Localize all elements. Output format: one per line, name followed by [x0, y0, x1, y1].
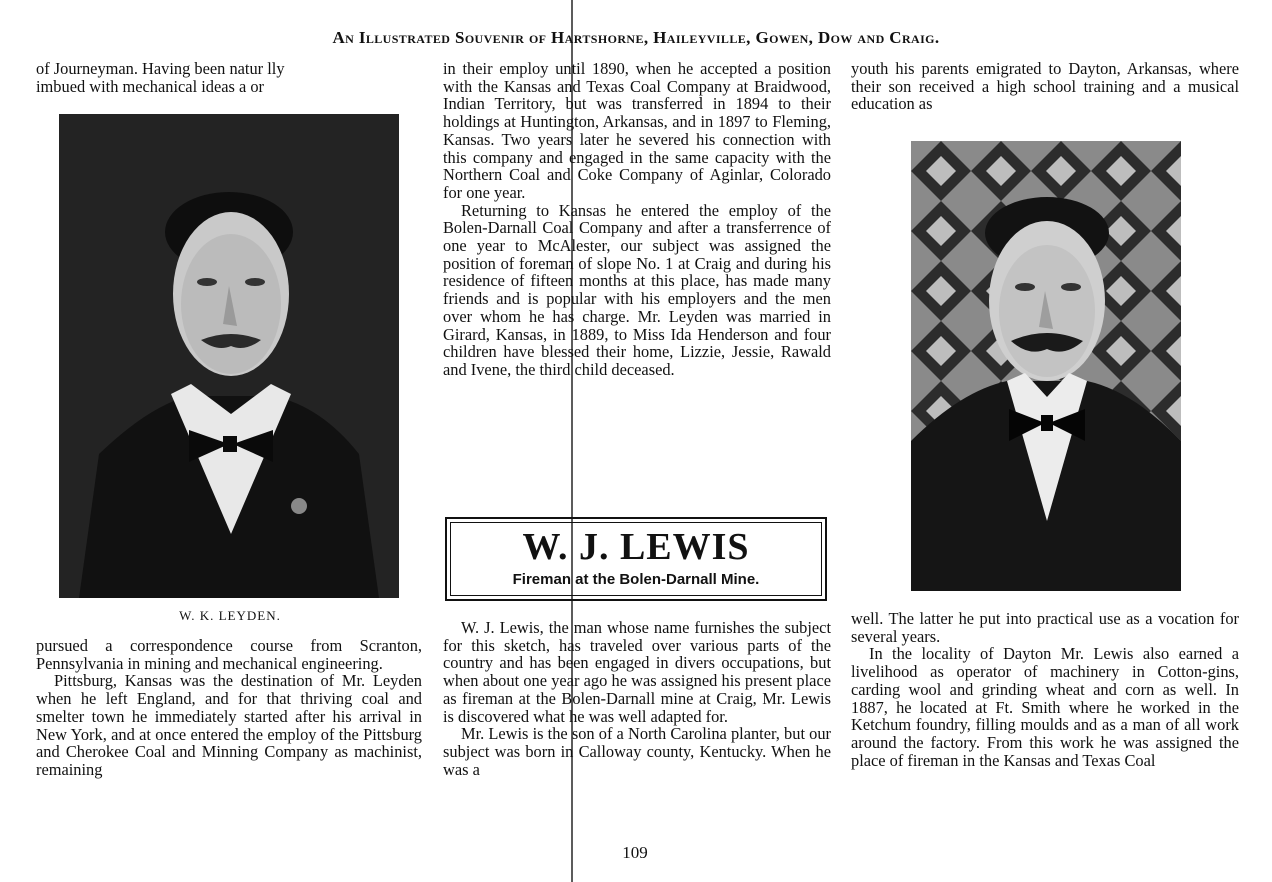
- paragraph: Mr. Lewis is the son of a North Carolina planter, but our subject was born in Calloway county, Kentucky. When he was a: [443, 724, 831, 779]
- paragraph: youth his parents emigrated to Dayton, Arkansas, where their son received a high school training and a musical education as: [851, 59, 1239, 114]
- paragraph: in their employ until 1890, when he accepted a position with the Kansas and Texas Coal Company at Braidwood, Indian Territory, but was transferred in 1894 to their holdings at Huntington, Arkansas, and in 1897 to Fleming, Kansas. Two years later he severed his connection with this company and engaged in the same capacity with the Northern Coal and Coke Company of Aginlar, Colorado for one year.: [443, 59, 831, 202]
- column-3-top: [851, 60, 1239, 113]
- paragraph: well. The latter he put into practical use as a vocation for several years.: [851, 609, 1239, 646]
- page-header: An Illustrated Souvenir of Hartshorne, Haileyville, Gowen, Dow and Craig.: [332, 28, 940, 47]
- name-heading-box: [445, 517, 827, 601]
- text-line: imbued with mechanical ideas a or: [36, 76, 265, 96]
- text-line: of Journeyman. Having been natur lly: [36, 59, 285, 78]
- person-name-heading: W. J. LEWIS: [522, 526, 750, 568]
- page-number: 109: [622, 843, 648, 862]
- column-1-top: [36, 60, 422, 95]
- heading-inner-border: [450, 522, 822, 596]
- column-2-bottom: [443, 619, 831, 778]
- column-3-bottom: [851, 610, 1239, 769]
- column-2-top: [443, 60, 831, 379]
- photo-caption: W. K. LEYDEN.: [179, 608, 281, 623]
- paragraph: Pittsburg, Kansas was the destination of Mr. Leyden when he left England, and for that thriving coal and smelter town he immediately started after his arrival in New York, and at once entered the employ of the Pittsburg and Cherokee Coal and Minning Company as machinist, remaining: [36, 671, 422, 779]
- paragraph: pursued a correspondence course from Scranton, Pennsylvania in mining and mechanical engineering.: [36, 636, 422, 673]
- paragraph: W. J. Lewis, the man whose name furnishes the subject for this sketch, has traveled over various parts of the country and has been engaged in divers occupations, but when about one year ago he was assigned his present place as fireman at the Bolen-Darnall mine at Craig, Mr. Lewis is discovered what he was well adapted for.: [443, 618, 831, 726]
- paragraph: In the locality of Dayton Mr. Lewis also earned a livelihood as operator of machinery in Cotton-gins, carding wool and grinding wheat and corn as well. In 1887, he located at Ft. Smith where he worked in the Ketchum foundry, filling moulds and as a man of all work around the factory. From this work he was assigned the place of fireman in the Kansas and Texas Coal: [851, 644, 1239, 770]
- portrait-photo-leyden: [59, 114, 399, 598]
- portrait-photo-lewis: [911, 141, 1181, 591]
- paragraph: Returning to Kansas he entered the employ of the Bolen-Darnall Coal Company and after a transferrence of one year to McAlester, our subject was assigned the position of foreman of slope No. 1 at Craig and during his residence of fifteen months at this place, has made many friends and is popular with his employers and the men over whom he has charge. Mr. Leyden was married in Girard, Kansas, in 1889, to Miss Ida Henderson and four children have blessed their home, Lizzie, Jessie, Rawald and Ivene, the third child deceased.: [443, 200, 831, 379]
- person-title-subheading: Fireman at the Bolen-Darnall Mine.: [512, 571, 760, 588]
- column-1-bottom: [36, 637, 422, 779]
